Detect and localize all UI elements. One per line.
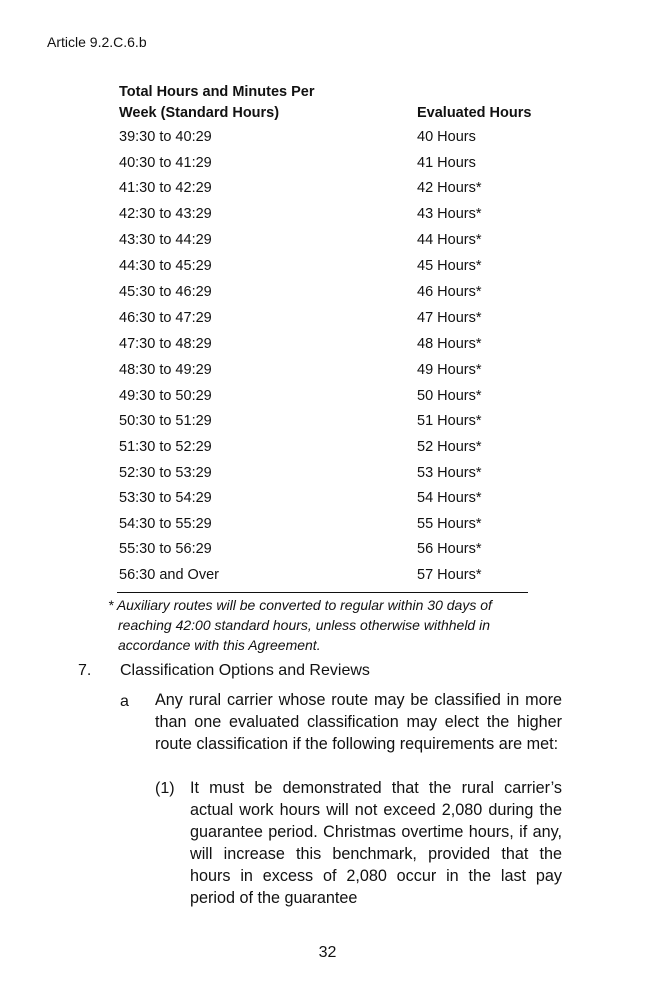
standard-hours-cell: 39:30 to 40:29 <box>119 129 212 145</box>
table-row <box>119 388 539 408</box>
evaluated-hours-cell: 40 Hours <box>417 129 476 145</box>
table-row <box>119 129 539 149</box>
table-rule <box>117 592 528 593</box>
evaluated-hours-cell: 47 Hours* <box>417 310 482 326</box>
table-row <box>119 413 539 433</box>
evaluated-hours-cell: 42 Hours* <box>417 180 482 196</box>
evaluated-hours-cell: 56 Hours* <box>417 541 482 557</box>
evaluated-hours-cell: 53 Hours* <box>417 465 482 481</box>
table-row <box>119 439 539 459</box>
standard-hours-cell: 52:30 to 53:29 <box>119 465 212 481</box>
table-row <box>119 336 539 356</box>
table-row <box>119 362 539 382</box>
evaluated-hours-cell: 50 Hours* <box>417 388 482 404</box>
standard-hours-cell: 55:30 to 56:29 <box>119 541 212 557</box>
table-row <box>119 284 539 304</box>
evaluated-hours-cell: 55 Hours* <box>417 516 482 532</box>
standard-hours-cell: 41:30 to 42:29 <box>119 180 212 196</box>
standard-hours-cell: 45:30 to 46:29 <box>119 284 212 300</box>
table-row <box>119 180 539 200</box>
footnote-line1: * Auxiliary routes will be converted to regular within 30 days of <box>108 597 492 613</box>
footnote-line2: reaching 42:00 standard hours, unless otherwise withheld in <box>118 617 491 633</box>
section-title: Classification Options and Reviews <box>120 662 370 679</box>
table-row <box>119 206 539 226</box>
footnote <box>108 595 568 655</box>
standard-hours-cell: 42:30 to 43:29 <box>119 206 212 222</box>
standard-hours-cell: 46:30 to 47:29 <box>119 310 212 326</box>
page-number: 32 <box>318 944 337 961</box>
col1-header-line2: Week (Standard Hours) <box>119 105 280 121</box>
evaluated-hours-cell: 41 Hours <box>417 155 476 171</box>
table-row <box>119 258 539 278</box>
evaluated-hours-cell: 45 Hours* <box>417 258 482 274</box>
standard-hours-cell: 54:30 to 55:29 <box>119 516 212 532</box>
evaluated-hours-cell: 48 Hours* <box>417 336 482 352</box>
standard-hours-cell: 49:30 to 50:29 <box>119 388 212 404</box>
table-row <box>119 490 539 510</box>
table-row <box>119 155 539 175</box>
standard-hours-cell: 50:30 to 51:29 <box>119 413 212 429</box>
article-header: Article 9.2.C.6.b <box>47 34 147 50</box>
standard-hours-cell: 56:30 and Over <box>119 567 219 583</box>
col2-header: Evaluated Hours <box>417 105 532 121</box>
table-row <box>119 465 539 485</box>
table-row <box>119 567 539 587</box>
footnote-line3: accordance with this Agreement. <box>118 637 321 653</box>
table-row <box>119 516 539 536</box>
standard-hours-cell: 43:30 to 44:29 <box>119 232 212 248</box>
item-1-label: (1) <box>155 780 175 797</box>
evaluated-hours-cell: 44 Hours* <box>417 232 482 248</box>
evaluated-hours-cell: 51 Hours* <box>417 413 482 429</box>
standard-hours-cell: 48:30 to 49:29 <box>119 362 212 378</box>
col1-header-line1: Total Hours and Minutes Per <box>119 84 315 100</box>
item-a-text: Any rural carrier whose route may be classified in more than one evaluated classification may elect the higher route classification if the following requirements are met: <box>155 691 562 753</box>
evaluated-hours-cell: 49 Hours* <box>417 362 482 378</box>
evaluated-hours-cell: 52 Hours* <box>417 439 482 455</box>
item-1-text: It must be demonstrated that the rural carrier’s actual work hours will not exceed 2,080 during the guarantee period. Christmas overtime hours, if any, will increase this benchmark, provided that the hours in excess of 2,080 occur in the last pay period of the guarantee <box>190 779 562 907</box>
evaluated-hours-cell: 57 Hours* <box>417 567 482 583</box>
table-row <box>119 541 539 561</box>
standard-hours-cell: 51:30 to 52:29 <box>119 439 212 455</box>
table-row <box>119 310 539 330</box>
table-row <box>119 232 539 252</box>
section-number: 7. <box>78 662 92 679</box>
standard-hours-cell: 47:30 to 48:29 <box>119 336 212 352</box>
standard-hours-cell: 53:30 to 54:29 <box>119 490 212 506</box>
evaluated-hours-cell: 43 Hours* <box>417 206 482 222</box>
evaluated-hours-cell: 54 Hours* <box>417 490 482 506</box>
item-a-label: a <box>120 693 129 710</box>
standard-hours-cell: 44:30 to 45:29 <box>119 258 212 274</box>
standard-hours-cell: 40:30 to 41:29 <box>119 155 212 171</box>
evaluated-hours-cell: 46 Hours* <box>417 284 482 300</box>
